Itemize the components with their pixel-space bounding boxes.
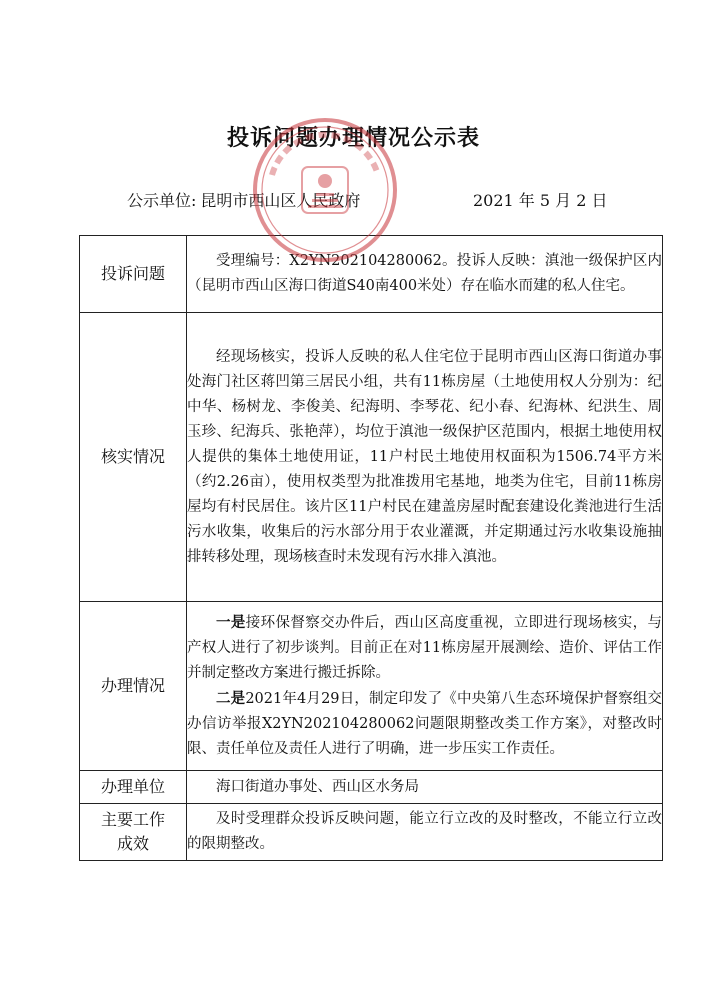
row-label-results (80, 804, 187, 861)
row-label-results-line2: 成效 (116, 834, 149, 853)
table-row (80, 236, 663, 313)
handling-unit-content (187, 771, 663, 804)
table-row (80, 313, 663, 602)
document-title: 投诉问题办理情况公示表 (226, 126, 480, 151)
publisher-name: 昆明市西山区人民政府 (200, 191, 361, 210)
publisher-label: 公示单位: (127, 191, 197, 210)
table-row (80, 602, 663, 771)
complaint-text: 受理编号：X2YN202104280062。投诉人反映：滇池一级保护区内（昆明市西山区海口街道S40南400米处）存在临水而建的私人住宅。 (187, 253, 662, 294)
handling-item-1 (187, 610, 662, 686)
row-label-results-line1: 主要工作 (100, 810, 165, 829)
verification-text: 经现场核实，投诉人反映的私人住宅位于昆明市西山区海口街道办事处海门社区蒋凹第三居民小组，共有11栋房屋（土地使用权人分别为：纪中华、杨树龙、李俊美、纪海明、李琴花、纪小春、纪海林、纪洪生、周玉珍、纪海兵、张艳萍），均位于滇池一级保护区范围内，根据土地使用权人提供的集体土地使用证，11户村民土地使用权面积为1506.74平方米（约2.26亩），使用权类型为批准拨用宅基地，地类为住宅，目前11栋房屋均有村民居住。该片区11户村民在建盖房屋时配套建设化粪池进行生活污水收集，收集后的污水部分用于农业灌溉，并定期通过污水收集设施抽排转移处理，现场核查时未发现有污水排入滇池。 (187, 348, 662, 565)
handling-item-2-text: 2021年4月29日，制定印发了《中央第八生态环境保护督察组交办信访举报X2YN202104280062问题限期整改类工作方案》，对整改时限、责任单位及责任人进行了明确，进一步压实工作责任。 (187, 691, 663, 757)
handling-unit-text: 海口街道办事处、西山区水务局 (216, 778, 419, 795)
handling-item-1-lead: 一是 (216, 614, 246, 631)
handling-item-2 (187, 686, 662, 762)
table-row (80, 771, 663, 804)
handling-item-1-text: 接环保督察交办件后，西山区高度重视，立即进行现场核实，与产权人进行了初步谈判。目前正在对11栋房屋开展测绘、造价、评估工作并制定整改方案进行搬迁拆除。 (187, 615, 663, 681)
complaint-table (79, 235, 663, 861)
complaint-content (187, 236, 663, 313)
row-label-verification: 核实情况 (80, 313, 187, 602)
table-row (80, 804, 663, 861)
row-label-complaint: 投诉问题 (80, 236, 187, 313)
handling-item-2-lead: 二是 (216, 690, 246, 707)
publish-date: 2021 年 5 月 2 日 (473, 191, 608, 210)
results-text: 及时受理群众投诉反映问题，能立行立改的及时整改，不能立行立改的限期整改。 (187, 811, 662, 852)
publisher-line (127, 188, 360, 211)
row-label-handling: 办理情况 (80, 602, 187, 771)
handling-content (187, 602, 663, 771)
verification-content (187, 313, 663, 602)
row-label-handling-unit: 办理单位 (80, 771, 187, 804)
results-content (187, 804, 663, 861)
